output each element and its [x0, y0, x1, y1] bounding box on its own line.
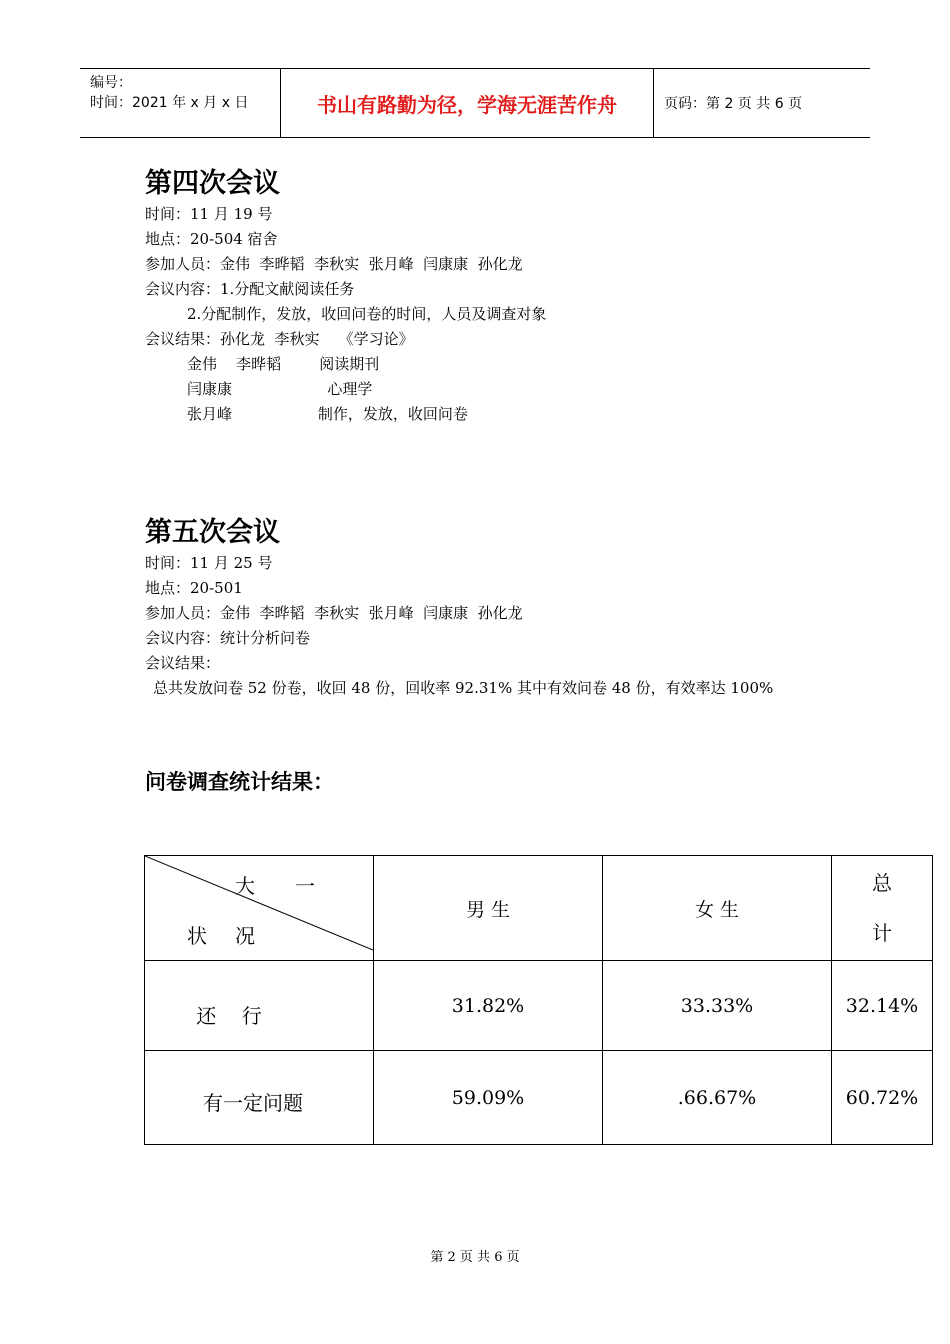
meeting-5-title: 第五次会议: [145, 517, 280, 548]
header-motto: 书山有路勤为径，学海无涯苦作舟: [281, 69, 654, 137]
meeting-5-content: 会议内容：统计分析问卷: [145, 629, 311, 647]
header-time: 时间：2021 年 x 月 x 日: [90, 95, 249, 111]
total-header: [832, 856, 933, 961]
meeting-4-result-1: 会议结果：孙化龙 李秋实 《学习论》: [145, 330, 414, 348]
header-page-info: 页码：第 2 页 共 6 页: [664, 96, 803, 112]
header-meta: [80, 69, 281, 137]
meeting-4-result-4: 张月峰 制作，发放，收回问卷: [187, 405, 468, 423]
total-value: 60.72%: [832, 1051, 933, 1145]
female-value: 33.33%: [603, 961, 832, 1051]
total-value: 32.14%: [832, 961, 933, 1051]
meeting-5-participants: 参加人员：金伟 李晔韬 李秋实 张月峰 闫康康 孙化龙: [145, 604, 523, 622]
female-header: 女 生: [603, 856, 832, 961]
meeting-4-result-2: 金伟 李晔韬 阅读期刊: [187, 355, 380, 373]
meeting-4-content-1: 会议内容：1.分配文献阅读任务: [145, 280, 355, 298]
meeting-5-section: [145, 515, 773, 701]
female-value: .66.67%: [603, 1051, 832, 1145]
male-value: 31.82%: [374, 961, 603, 1051]
male-value: 59.09%: [374, 1051, 603, 1145]
row-label: [145, 1051, 374, 1145]
meeting-4-content-2: 2.分配制作，发放，收回问卷的时间，人员及调查对象: [187, 305, 547, 323]
page-header: [80, 68, 870, 138]
meeting-4-title: 第四次会议: [145, 168, 280, 199]
row-label-text: 有一定问题: [203, 1091, 303, 1115]
meeting-4-result-3: 闫康康 心理学: [187, 380, 373, 398]
meeting-5-place: 地点：20-501: [145, 579, 243, 597]
meeting-5-result-text: 总共发放问卷 52 份卷，收回 48 份，回收率 92.31% 其中有效问卷 48 份，有效率达 100%: [153, 679, 774, 697]
meeting-4-place: 地点：20-504 宿舍: [145, 230, 278, 248]
meeting-4-section: [145, 166, 546, 427]
male-header: 男 生: [374, 856, 603, 961]
stats-header-row: [145, 856, 933, 961]
corner-header-cell: [145, 856, 374, 961]
meeting-5-result-label: 会议结果：: [145, 654, 221, 672]
header-number: 编号：: [90, 75, 132, 91]
meeting-4-participants: 参加人员：金伟 李晔韬 李秋实 张月峰 闫康康 孙化龙: [145, 255, 523, 273]
corner-bottom-label: 状况: [187, 924, 283, 948]
row-label: [145, 961, 374, 1051]
table-row: [145, 961, 933, 1051]
stats-table: [144, 855, 933, 1145]
page-footer: 第 2 页 共 6 页: [430, 1250, 520, 1265]
meeting-4-time: 时间：11 月 19 号: [145, 205, 273, 223]
stats-title: 问卷调查统计结果：: [145, 770, 334, 794]
table-row: [145, 1051, 933, 1145]
total-header-1: 总: [872, 871, 892, 895]
corner-top-label: 大一: [235, 874, 355, 898]
total-header-2: 计: [872, 921, 892, 945]
meeting-5-time: 时间：11 月 25 号: [145, 554, 273, 572]
row-label-text: 还 行: [196, 1004, 262, 1028]
